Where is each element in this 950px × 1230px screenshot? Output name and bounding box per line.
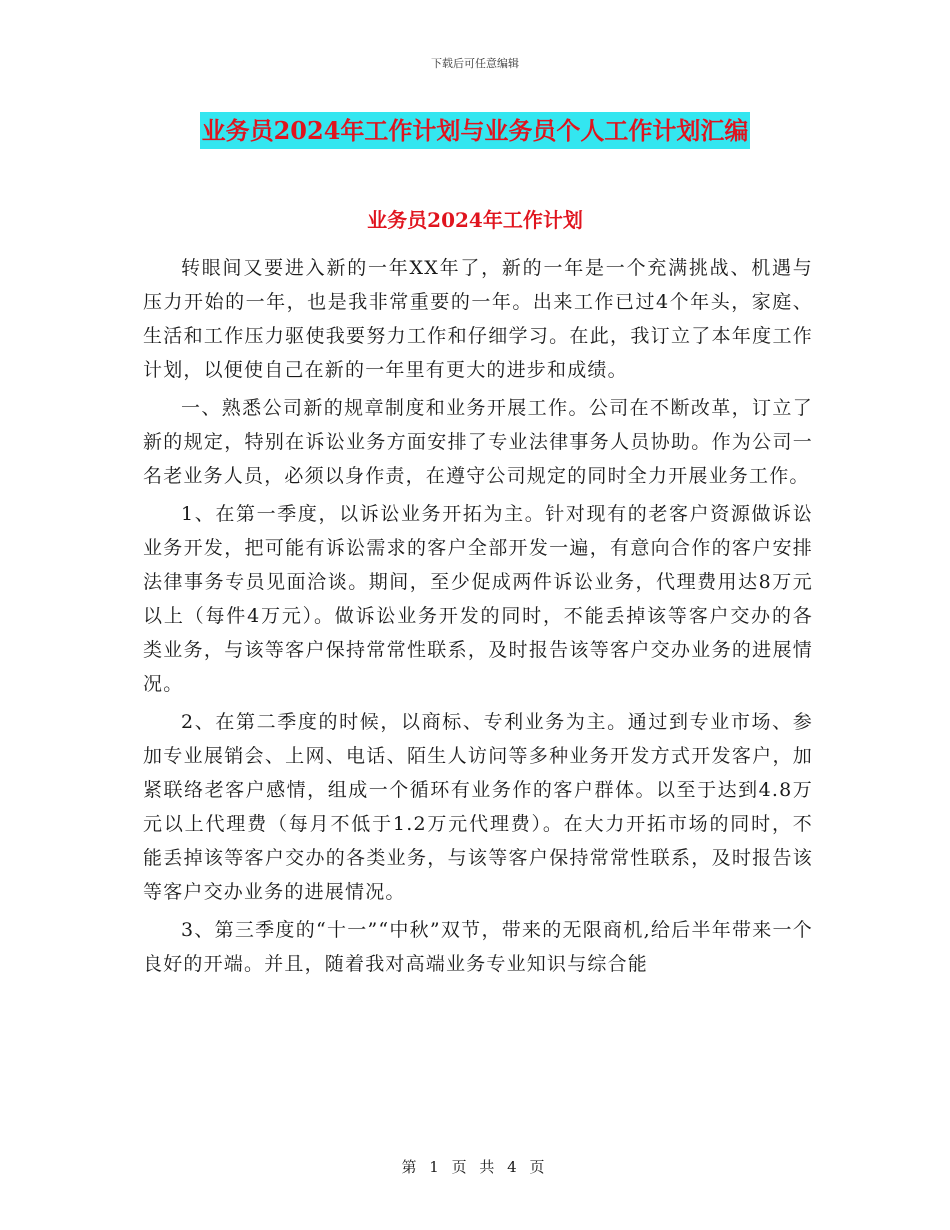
paragraph: 2、在第二季度的时候，以商标、专利业务为主。通过到专业市场、参加专业展销会、上网、电话、陌生人访问等多种业务开发方式开发客户，加紧联络老客户感情，组成一个循环有业务作的客户群体。以至于达到4.8万元以上代理费（每月不低于1.2万元代理费）。在大力开拓市场的同时，不能丢掉该等客户交办的各类业务，与该等客户保持常常性联系，及时报告该等客户交办业务的进展情况。 (143, 711, 813, 903)
document-title (0, 111, 950, 146)
document-title-text: 业务员2024年工作计划与业务员个人工作计划汇编 (200, 112, 751, 149)
paragraph: 一、熟悉公司新的规章制度和业务开展工作。公司在不断改革，订立了新的规定，特别在诉讼业务方面安排了专业法律事务人员协助。作为公司一名老业务人员，必须以身作责，在遵守公司规定的同时全力开展业务工作。 (143, 397, 813, 487)
footer-prefix: 第 (401, 1158, 421, 1176)
header-note: 下载后可任意编辑 (431, 57, 519, 70)
footer-total-pages: 4 (507, 1158, 521, 1176)
footer-suffix: 页 (529, 1158, 549, 1176)
paragraph: 1、在第一季度，以诉讼业务开拓为主。针对现有的老客户资源做诉讼业务开发，把可能有诉讼需求的客户全部开发一遍，有意向合作的客户安排法律事务专员见面洽谈。期间，至少促成两件诉讼业务，代理费用达8万元以上（每件4万元）。做诉讼业务开发的同时，不能丢掉该等客户交办的各类业务，与该等客户保持常常性联系，及时报告该等客户交办业务的进展情况。 (143, 503, 813, 695)
page-footer (0, 1156, 950, 1177)
footer-page-number: 1 (429, 1158, 443, 1176)
paragraph: 转眼间又要进入新的一年XX年了，新的一年是一个充满挑战、机遇与压力开始的一年，也是我非常重要的一年。出来工作已过4个年头，家庭、生活和工作压力驱使我要努力工作和仔细学习。在此，我订立了本年度工作计划，以便使自己在新的一年里有更大的进步和成绩。 (143, 257, 813, 381)
section-title: 业务员2024年工作计划 (367, 208, 583, 232)
footer-middle: 页 共 (451, 1158, 499, 1176)
paragraph: 3、第三季度的“十一”“中秋”双节，带来的无限商机,给后半年带来一个良好的开端。并且，随着我对高端业务专业知识与综合能 (143, 919, 813, 975)
document-body (143, 251, 813, 985)
